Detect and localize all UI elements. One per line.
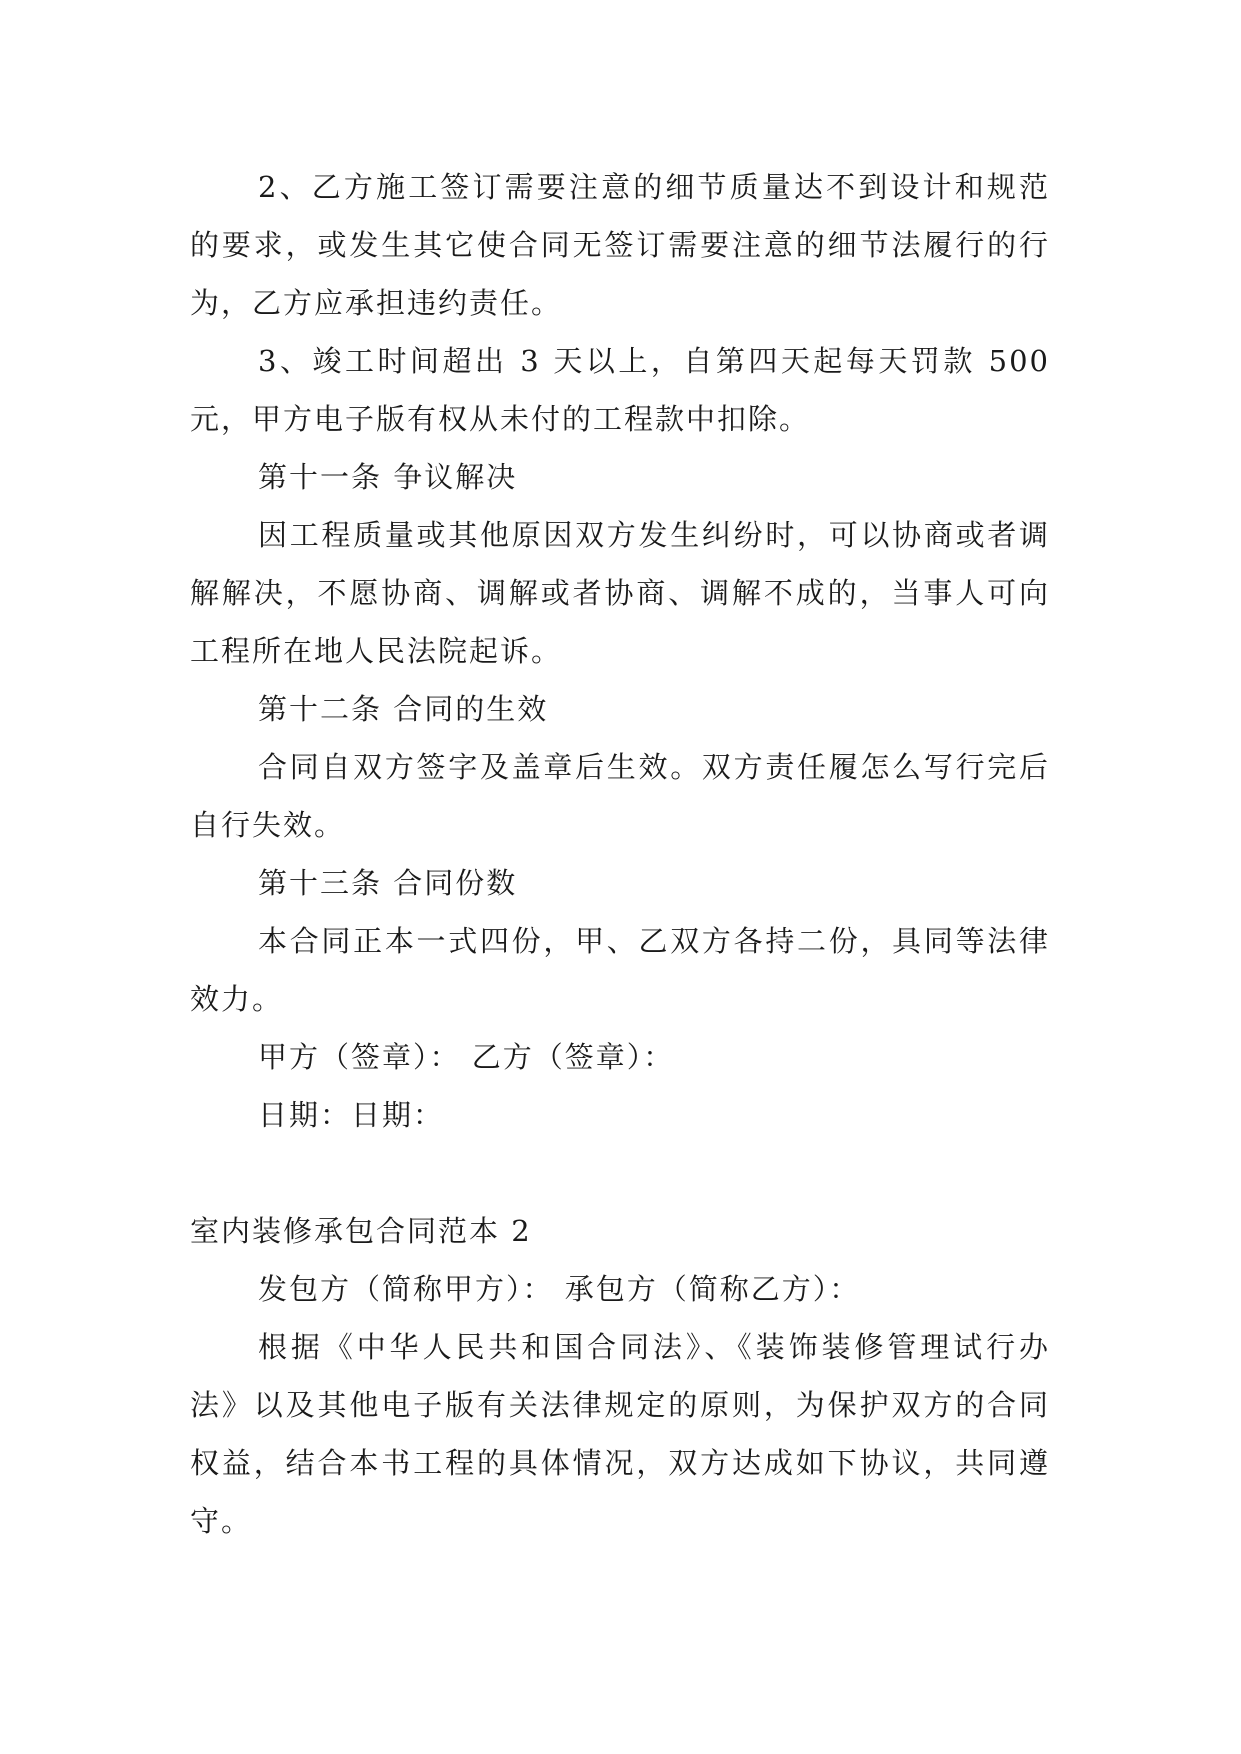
article-11-heading: 第十一条 争议解决: [258, 460, 518, 494]
section-title: 室内装修承包合同范本 2: [190, 1214, 532, 1248]
article-12-paragraph: 合同自双方签字及盖章后生效。双方责任履怎么写行完后自行失效。: [190, 750, 1050, 842]
article-13-heading: 第十三条 合同份数: [258, 866, 518, 900]
article-11-paragraph: 因工程质量或其他原因双方发生纠纷时，可以协商或者调解解决，不愿协商、调解或者协商、调解不成的，当事人可向工程所在地人民法院起诉。: [190, 518, 1050, 668]
signature-line: 甲方（签章）： 乙方（签章）：: [258, 1040, 675, 1074]
clause-2-paragraph: 2、乙方施工签订需要注意的细节质量达不到设计和规范的要求，或发生其它使合同无签订需要注意的细节法履行的行为，乙方应承担违约责任。: [190, 170, 1050, 320]
article-13-paragraph: 本合同正本一式四份，甲、乙双方各持二份，具同等法律效力。: [190, 924, 1050, 1016]
section-spacer: [190, 1144, 1050, 1202]
date-line: 日期：日期：: [258, 1098, 445, 1132]
parties-line: 发包方（简称甲方）： 承包方（简称乙方）：: [258, 1272, 861, 1306]
preamble-paragraph: 根据《中华人民共和国合同法》、《装饰装修管理试行办法》以及其他电子版有关法律规定的原则，为保护双方的合同权益，结合本书工程的具体情况，双方达成如下协议，共同遵守。: [190, 1330, 1050, 1538]
article-12-heading: 第十二条 合同的生效: [258, 692, 549, 726]
clause-3-paragraph: 3、竣工时间超出 3 天以上，自第四天起每天罚款 500 元，甲方电子版有权从未付的工程款中扣除。: [190, 344, 1050, 436]
document-body: [190, 158, 1050, 1550]
